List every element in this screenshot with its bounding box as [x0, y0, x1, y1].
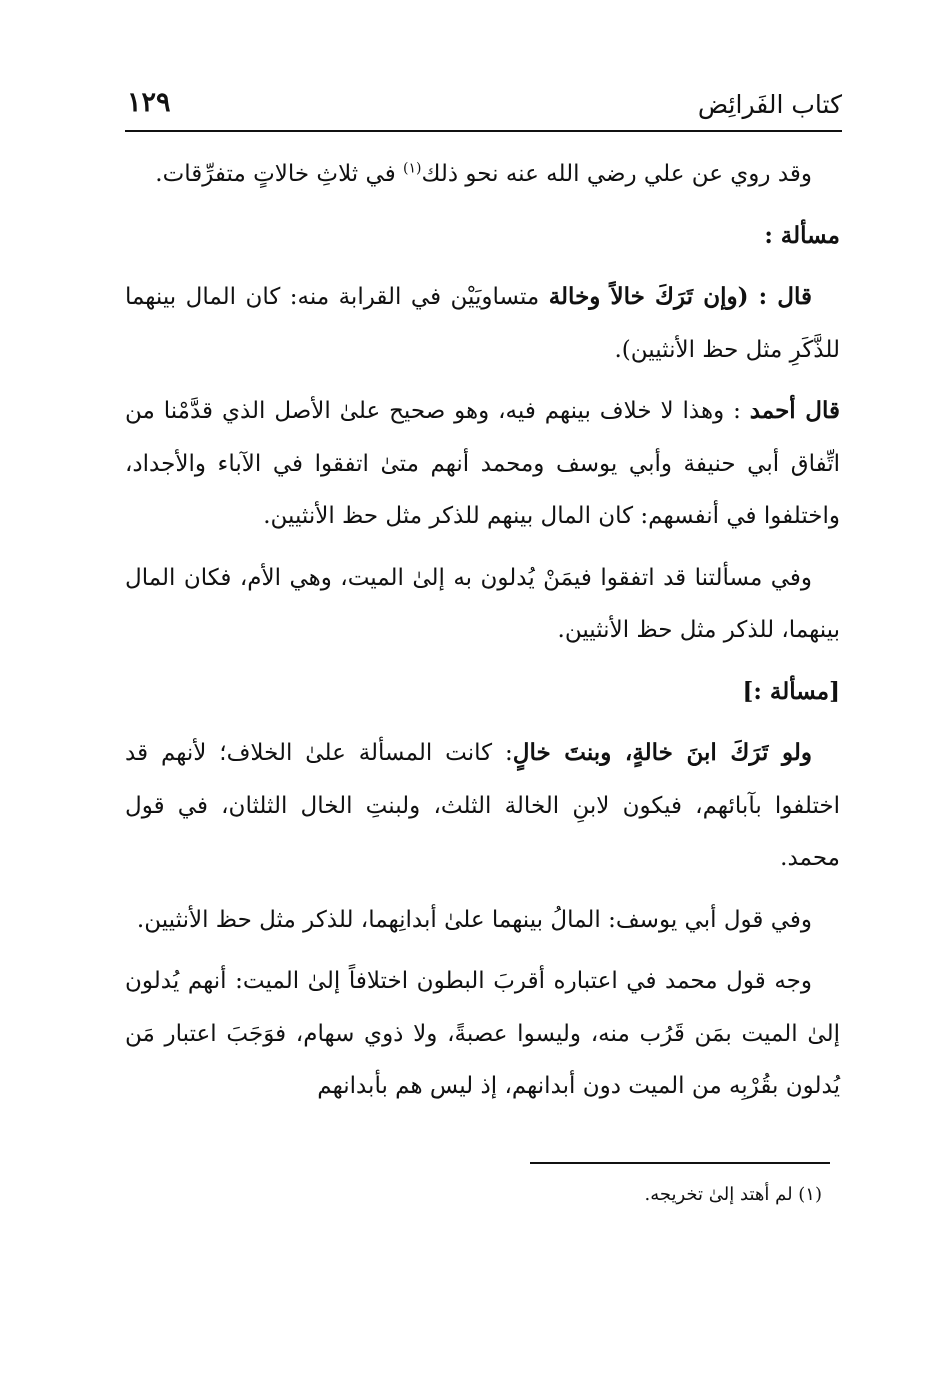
main-text — [125, 148, 840, 1122]
header-rule — [125, 130, 842, 132]
footnote-rule — [530, 1162, 830, 1164]
paragraph-lead: قال أحمد — [749, 397, 840, 424]
paragraph-lead: قال : (وإن تَرَكَ خالاً وخالة — [548, 283, 812, 310]
paragraph — [125, 727, 840, 885]
paragraph — [125, 385, 840, 543]
paragraph: وفي مسألتنا قد اتفقوا فيمَنْ يُدلون به إلىٰ الميت، وهي الأم، فكان المال بينهما، للذكر مثل حظ الأنثيين. — [125, 564, 840, 643]
paragraph-text: وقد روي عن علي رضي الله عنه نحو ذلك — [421, 161, 812, 187]
paragraph — [125, 148, 840, 201]
paragraph-text: في ثلاثِ خالاتٍ متفرِّقات. — [155, 161, 403, 187]
running-title: كتاب الفَرائِض — [697, 90, 842, 119]
section-heading: [مسألة :] — [742, 677, 840, 705]
paragraph-lead: ولو تَرَكَ ابنَ خالةٍ، وبنتَ خالٍ — [512, 739, 813, 766]
running-header — [125, 86, 842, 130]
paragraph-text: : كانت المسألة علىٰ الخلاف؛ لأنهم قد اختلفوا بآبائهم، فيكون لابنِ الخالة الثلث، ولبنتِ الخال الثلثان، في قول محمد. — [125, 740, 840, 871]
page-number: ١٢٩ — [127, 87, 171, 118]
paragraph — [125, 271, 840, 376]
section-heading: مسألة : — [764, 221, 840, 249]
footnote-ref: (١) — [403, 160, 422, 177]
paragraph-text: : وهذا لا خلاف بينهم فيه، وهو صحيح علىٰ الأصل الذي قدَّمْنا من اتِّفاق أبي حنيفة وأبي يوسف ومحمد أنهم متىٰ اتفقوا في الآباء والأجداد، واختلفوا في أنفسهم: كان المال بينهم للذكر مثل حظ الأنثيين. — [125, 398, 840, 529]
paragraph: وجه قول محمد في اعتباره أقربَ البطون اختلافاً إلىٰ الميت: أنهم يُدلون إلىٰ الميت بمَن قَرُب منه، وليسوا عصبةً، ولا ذوي سهام، فوَجَبَ اعتبار مَن يُدلون بقُرْبِه من الميت دون أبدانهم، إذ ليس هم بأبدانهم — [125, 968, 840, 1099]
footnote: (١) لم أهتد إلىٰ تخريجه. — [644, 1184, 822, 1205]
paragraph-text: متساويَيْن في القرابة منه: كان المال بينهما للذَّكَرِ مثل حظ الأنثيين). — [125, 284, 840, 363]
paragraph: وفي قول أبي يوسف: المالُ بينهما علىٰ أبدانِهما، للذكر مثل حظ الأنثيين. — [136, 906, 812, 933]
